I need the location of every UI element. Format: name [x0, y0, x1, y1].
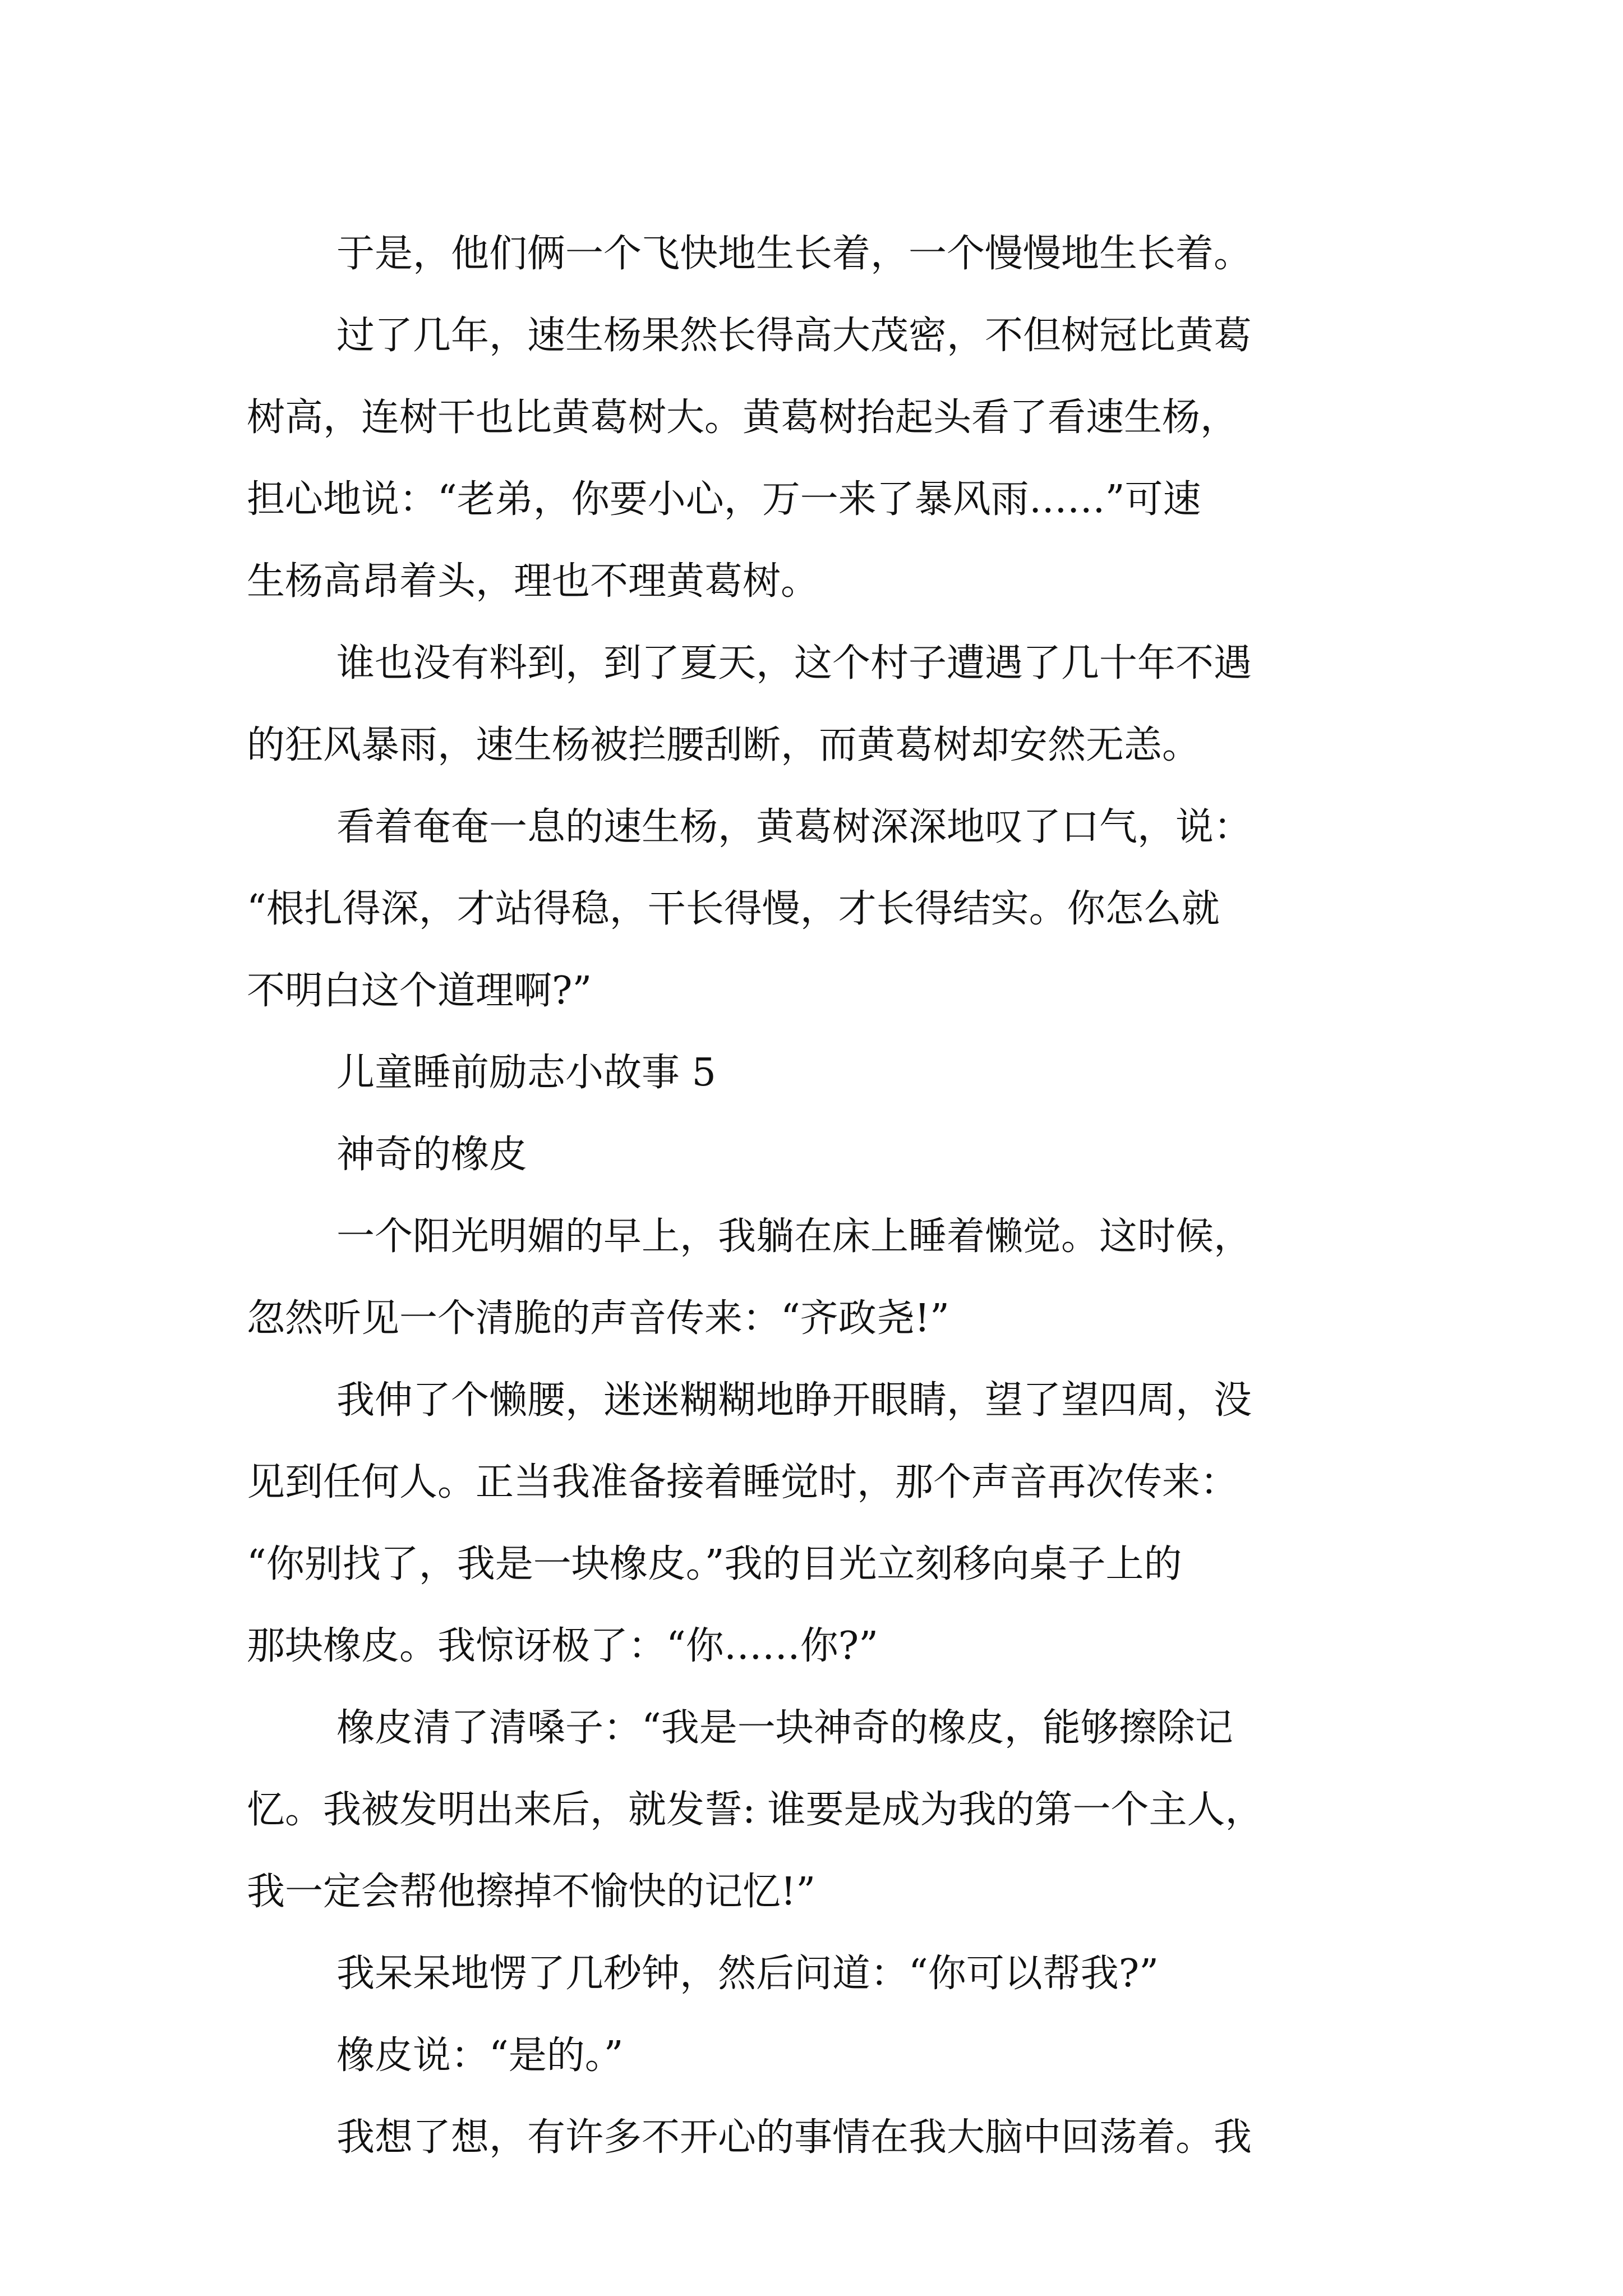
text-line: 不明白这个道理啊?”: [247, 969, 592, 1013]
story-text: [247, 213, 1391, 2179]
text-line: 我一定会帮他擦掉不愉快的记忆!”: [247, 1870, 816, 1914]
story-title: 神奇的橡皮: [336, 1133, 528, 1177]
text-line: 我伸了个懒腰，迷迷糊糊地睁开眼睛，望了望四周，没: [336, 1378, 1252, 1423]
text-line: 过了几年，速生杨果然长得高大茂密，不但树冠比黄葛: [336, 314, 1252, 358]
text-line: 于是，他们俩一个飞快地生长着，一个慢慢地生长着。: [336, 232, 1252, 276]
text-line: 看着奄奄一息的速生杨，黄葛树深深地叹了口气，说：: [336, 805, 1252, 849]
text-line: 橡皮说：“是的。”: [336, 2033, 624, 2078]
text-line: 忆。我被发明出来后，就发誓: 谁要是成为我的第一个主人，: [247, 1788, 1264, 1832]
text-line: “根扎得深，才站得稳，干长得慢，才长得结实。你怎么就: [247, 887, 1220, 931]
text-line: 担心地说：“老弟，你要小心，万一来了暴风雨……”可速: [247, 477, 1201, 522]
text-line: 谁也没有料到，到了夏天，这个村子遭遇了几十年不遇: [336, 641, 1252, 685]
text-line: 我呆呆地愣了几秒钟，然后问道：“你可以帮我?”: [336, 1952, 1159, 1996]
text-line: “你别找了，我是一块橡皮。”我的目光立刻移向桌子上的: [247, 1542, 1182, 1586]
section-heading: 儿童睡前励志小故事 5: [336, 1051, 716, 1095]
text-line: 树高，连树干也比黄葛树大。黄葛树抬起头看了看速生杨，: [247, 395, 1239, 440]
text-line: 生杨高昂着头，理也不理黄葛树。: [247, 559, 819, 604]
text-line: 见到任何人。正当我准备接着睡觉时，那个声音再次传来：: [247, 1460, 1239, 1504]
text-line: 的狂风暴雨，速生杨被拦腰刮断，而黄葛树却安然无恙。: [247, 723, 1201, 767]
text-line: 一个阳光明媚的早上，我躺在床上睡着懒觉。这时候，: [336, 1214, 1252, 1259]
text-line: 那块橡皮。我惊讶极了：“你……你?”: [247, 1624, 878, 1668]
text-line: 橡皮清了清嗓子：“我是一块神奇的橡皮，能够擦除记: [336, 1706, 1233, 1750]
text-line: 我想了想，有许多不开心的事情在我大脑中回荡着。我: [336, 2115, 1252, 2160]
text-line: 忽然听见一个清脆的声音传来：“齐政尧!”: [247, 1296, 949, 1341]
